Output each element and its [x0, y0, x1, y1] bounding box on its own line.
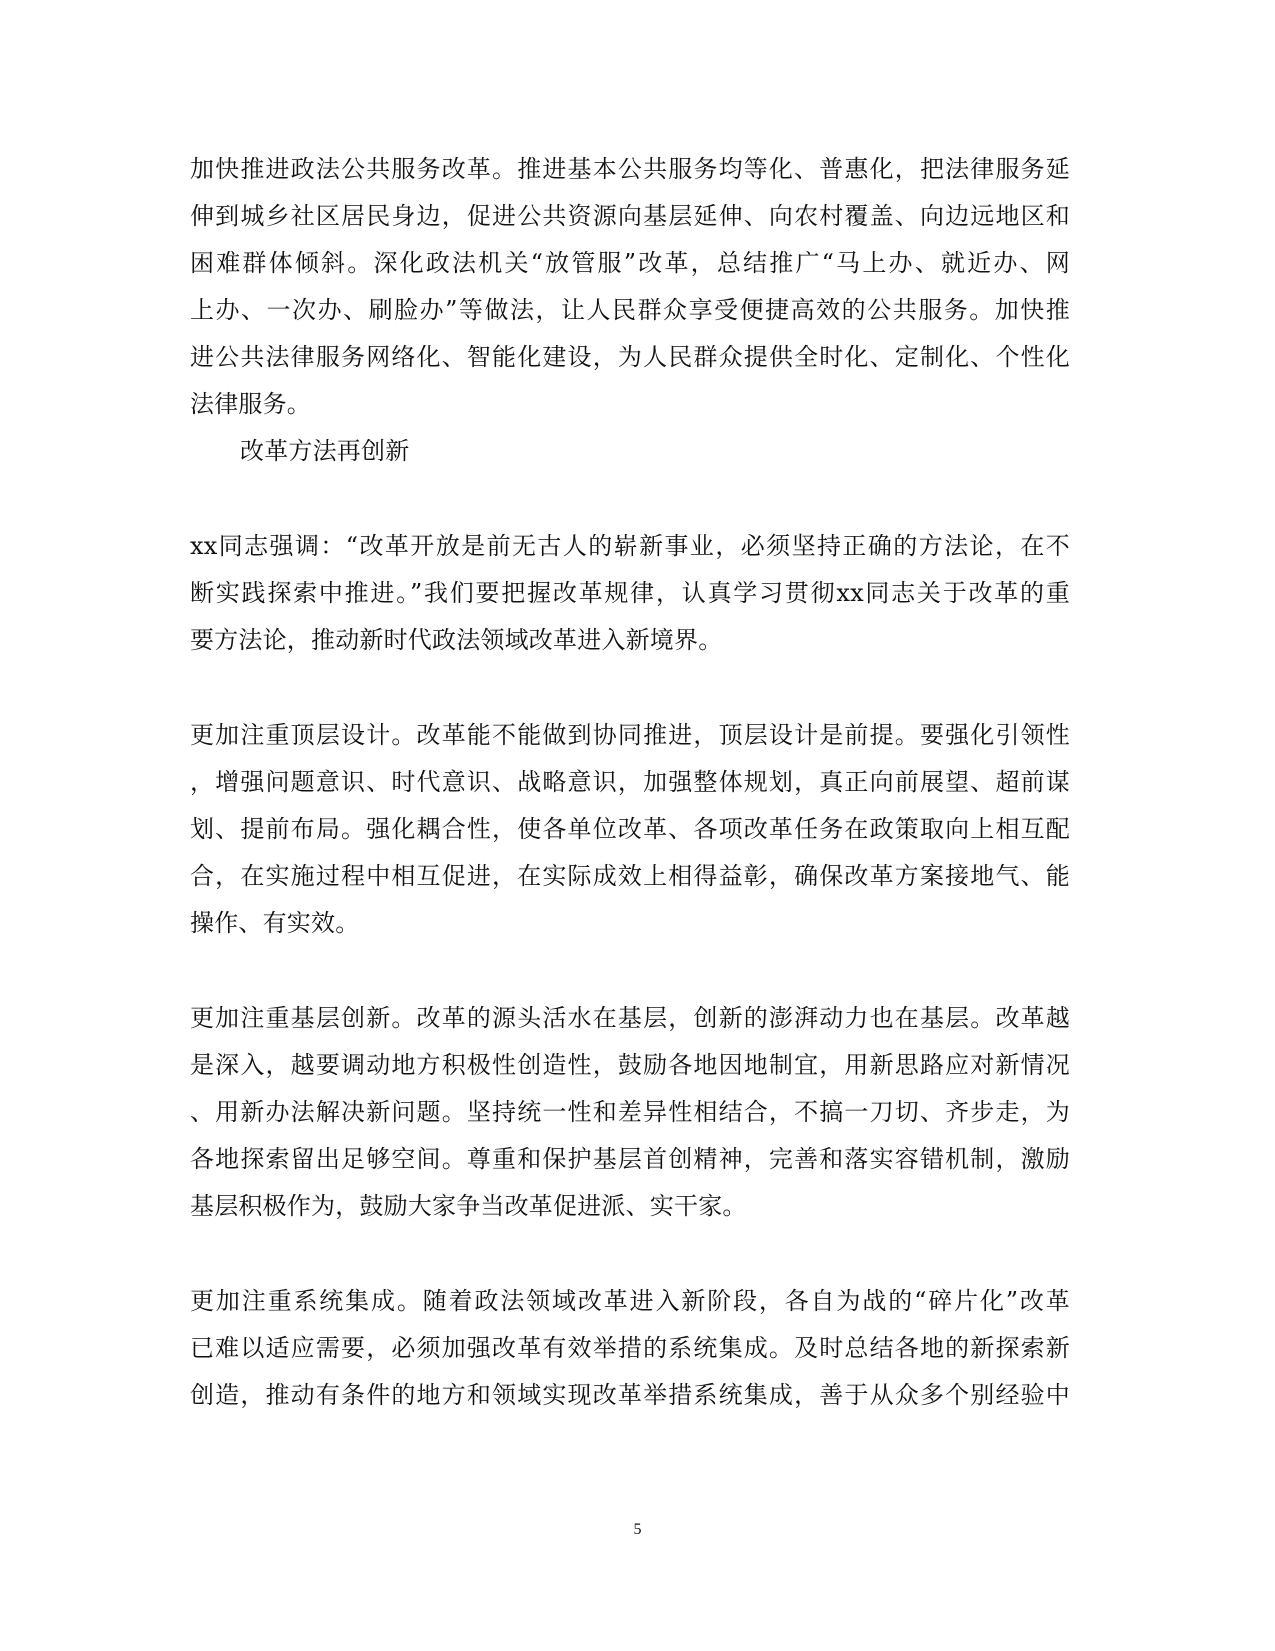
paragraph-4-line-4: 合，在实施过程中相互促进，在实际成效上相得益彰，确保改革方案接地气、能 [190, 862, 1070, 890]
paragraph-3-line-3: 要方法论，推动新时代政法领域改革进入新境界。 [190, 626, 723, 654]
paragraph-6-line-2: 已难以适应需要，必须加强改革有效举措的系统集成。及时总结各地的新探索新 [190, 1334, 1070, 1362]
paragraph-4-line-1: 更加注重顶层设计。改革能不能做到协同推进，顶层设计是前提。要强化引领性 [190, 721, 1070, 749]
paragraph-1-line-1: 加快推进政法公共服务改革。推进基本公共服务均等化、普惠化，把法律服务延 [190, 155, 1070, 183]
paragraph-4-line-3: 划、提前布局。强化耦合性，使各单位改革、各项改革任务在政策取向上相互配 [190, 815, 1070, 843]
paragraph-1-line-6: 法律服务。 [190, 390, 311, 418]
paragraph-1-line-5: 进公共法律服务网络化、智能化建设，为人民群众提供全时化、定制化、个性化 [190, 343, 1070, 371]
paragraph-6-line-3: 创造，推动有条件的地方和领域实现改革举措系统集成，善于从众多个别经验中 [190, 1381, 1070, 1409]
page-number: 5 [633, 1521, 642, 1538]
paragraph-4-line-2: ，增强问题意识、时代意识、战略意识，加强整体规划，真正向前展望、超前谋 [190, 768, 1070, 796]
paragraph-1-line-2: 伸到城乡社区居民身边，促进公共资源向基层延伸、向农村覆盖、向边远地区和 [190, 202, 1070, 230]
paragraph-5-line-3: 、用新办法解决新问题。坚持统一性和差异性相结合，不搞一刀切、齐步走，为 [190, 1098, 1070, 1126]
paragraph-5-line-4: 各地探索留出足够空间。尊重和保护基层首创精神，完善和落实容错机制，激励 [190, 1145, 1070, 1173]
paragraph-1-line-3: 困难群体倾斜。深化政法机关“放管服”改革，总结推广“马上办、就近办、网 [190, 249, 1070, 277]
paragraph-6-line-1: 更加注重系统集成。随着政法领域改革进入新阶段，各自为战的“碎片化”改革 [190, 1287, 1070, 1315]
paragraph-1-line-4: 上办、一次办、刷脸办”等做法，让人民群众享受便捷高效的公共服务。加快推 [190, 296, 1070, 324]
paragraph-3-line-2: 断实践探索中推进。”我们要把握改革规律，认真学习贯彻xx同志关于改革的重 [190, 579, 1070, 607]
section-heading: 改革方法再创新 [240, 437, 410, 465]
paragraph-5-line-1: 更加注重基层创新。改革的源头活水在基层，创新的澎湃动力也在基层。改革越 [190, 1004, 1070, 1032]
paragraph-4-line-5: 操作、有实效。 [190, 909, 360, 937]
paragraph-5-line-2: 是深入，越要调动地方积极性创造性，鼓励各地因地制宜，用新思路应对新情况 [190, 1051, 1070, 1079]
paragraph-5-line-5: 基层积极作为，鼓励大家争当改革促进派、实干家。 [190, 1192, 747, 1220]
paragraph-3-line-1: xx同志强调：“改革开放是前无古人的崭新事业，必须坚持正确的方法论，在不 [190, 532, 1070, 560]
